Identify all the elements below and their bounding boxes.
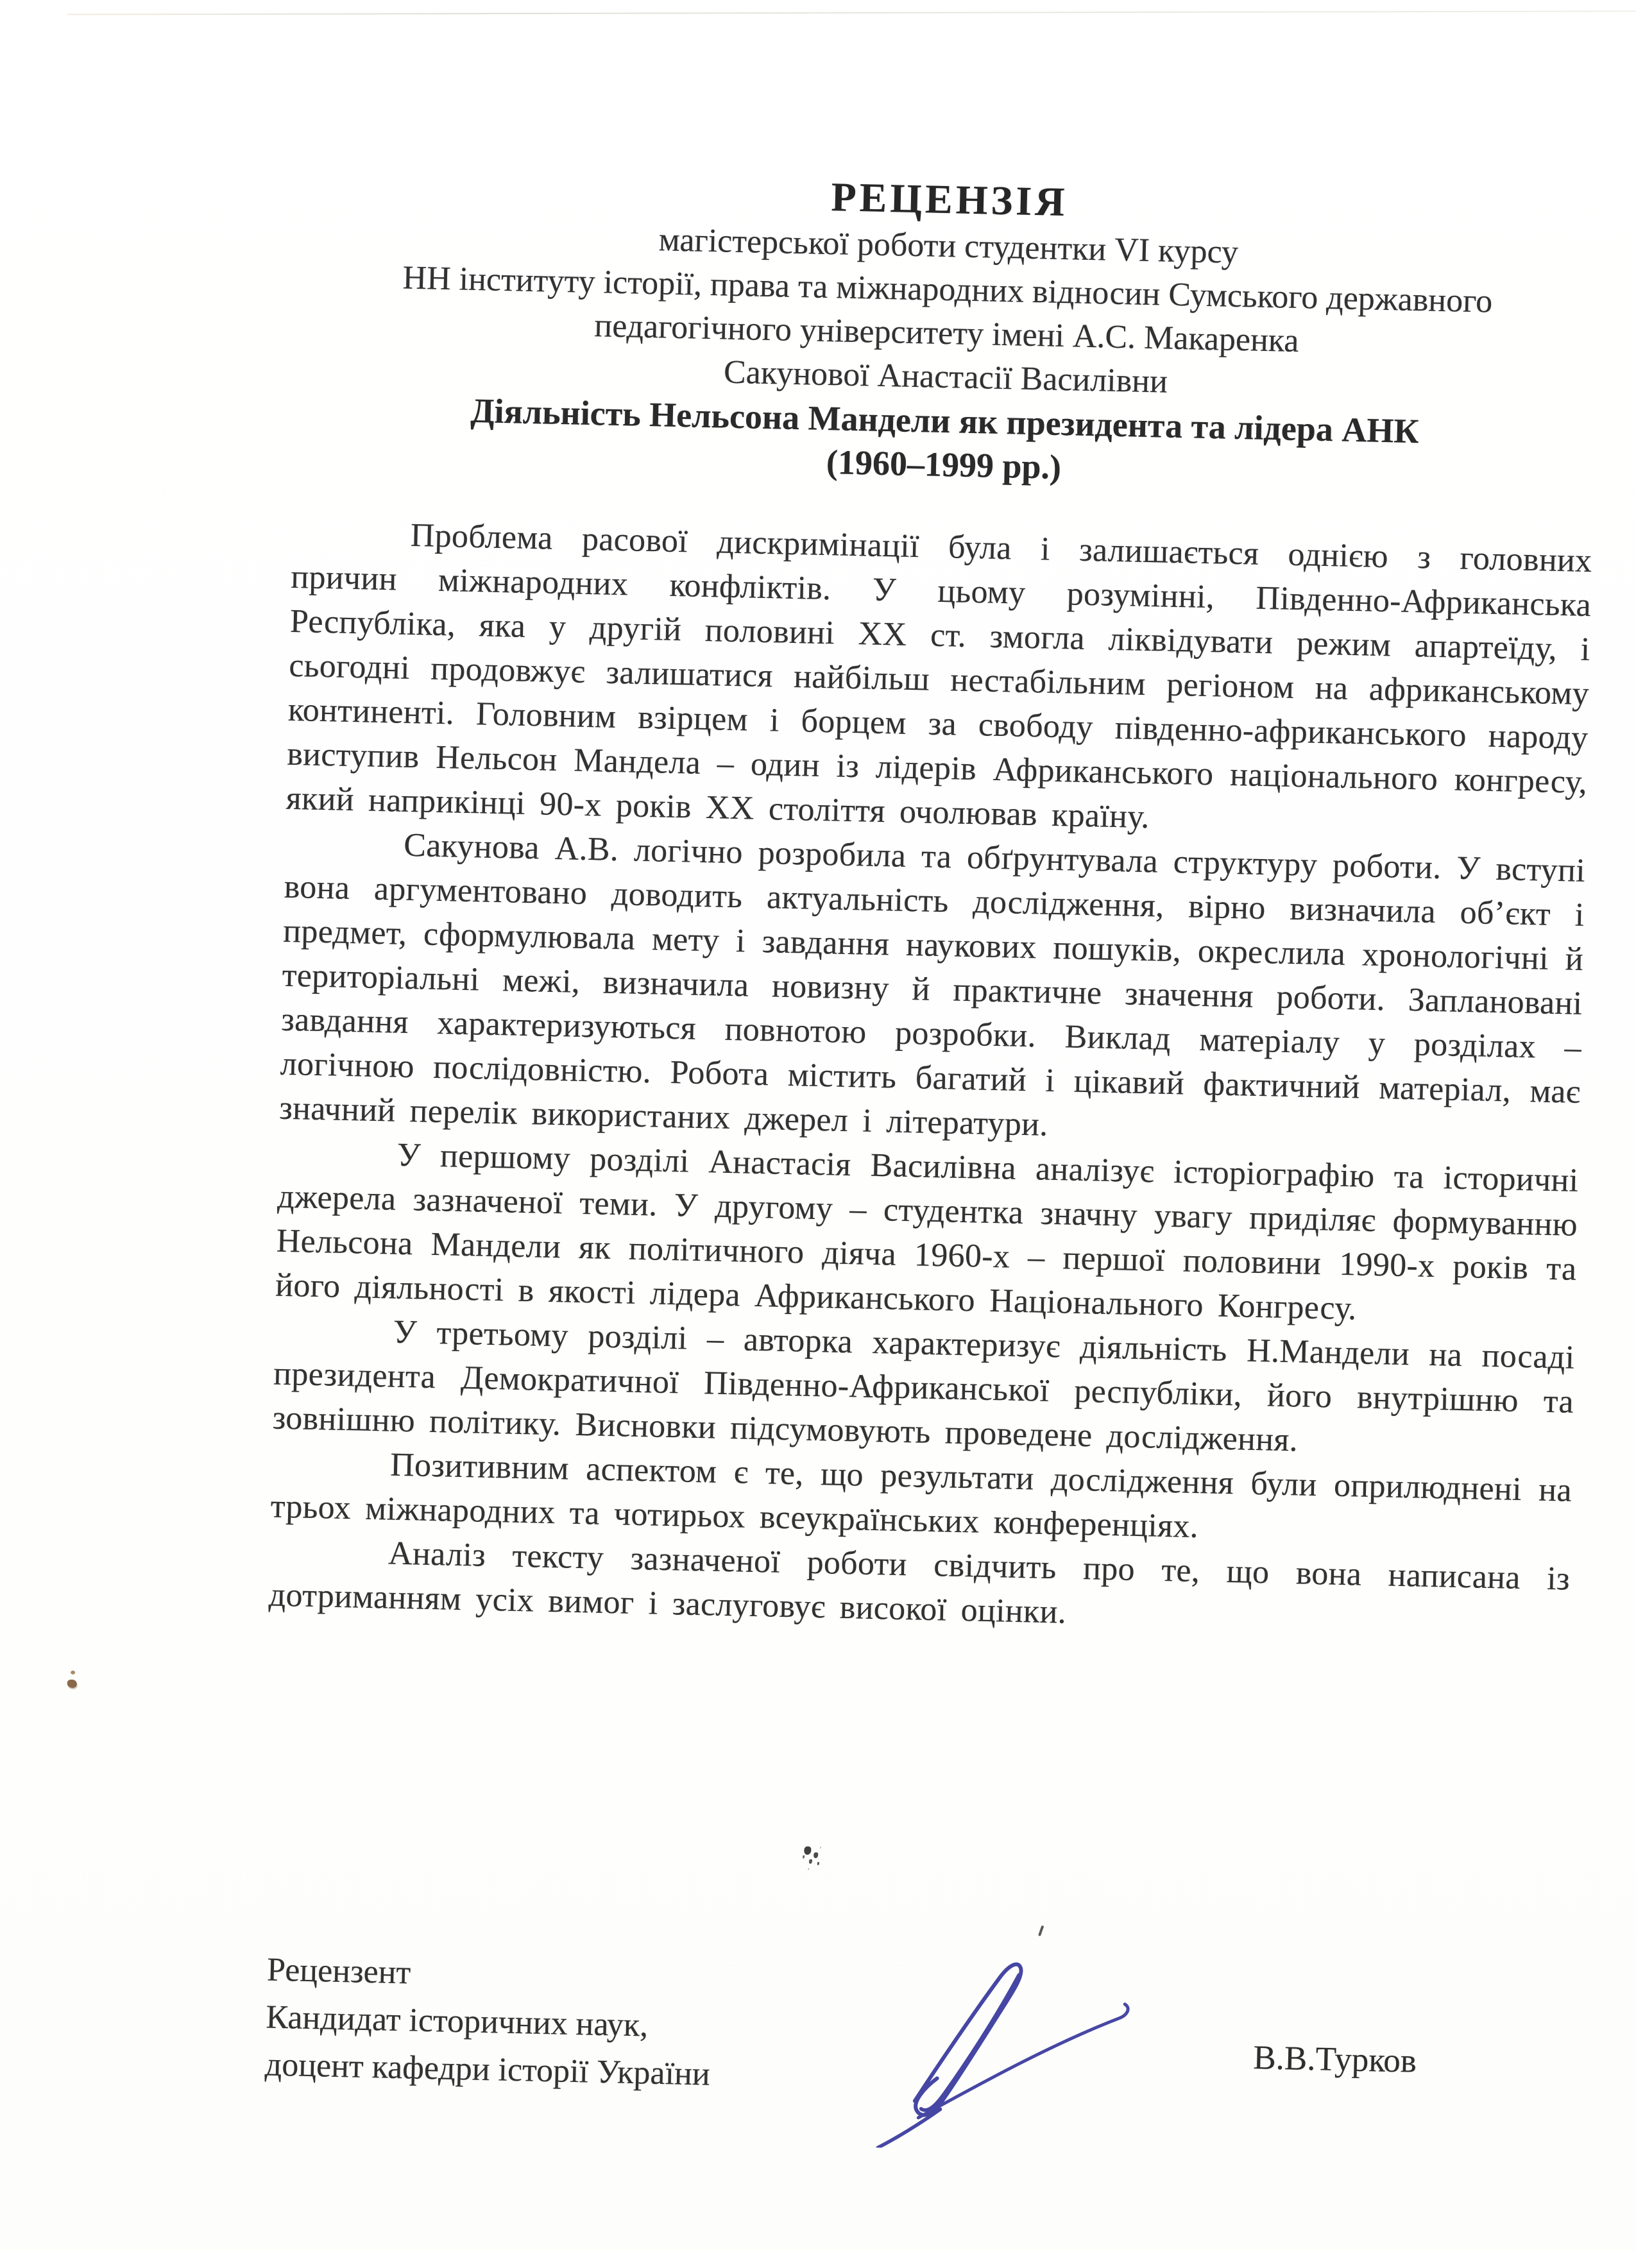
handwritten-signature (873, 1936, 1146, 2153)
paragraph-4: У третьому розділі – авторка характеризує діяльність Н.Мандели на посаді президента Демократичної Південно-Африканської республіки, його внутрішню та зовнішню політику. Висновки підсумовують проведене дослідження. (272, 1313, 1575, 1459)
margin-speck-large (67, 1680, 77, 1688)
signature-loop-stroke (914, 1962, 1021, 2117)
reviewer-credentials (264, 1947, 713, 2099)
subtitle-line-3: педагогічного університету імені А.С. Макаренка (593, 307, 1300, 360)
text-column (268, 157, 1600, 1646)
subtitle-line-4: Сакунової Анастасії Василівни (723, 354, 1168, 400)
ink-smudge-artifact (804, 1846, 811, 1855)
subtitle-line-1: магістерської роботи студентки VI курсу (658, 221, 1239, 271)
reviewer-name: В.В.Турков (1252, 2039, 1417, 2080)
margin-speck-small (71, 1671, 75, 1675)
paragraph-6: Аналіз тексту зазначеної роботи свідчить про те, що вона написана із дотриманням усіх вимог і заслуговує високої оцінки. (268, 1535, 1571, 1631)
subtitle-line-2: НН інституту історії, права та міжнародних відносин Сумського державного (402, 259, 1493, 320)
signature-tail-stroke (878, 2108, 940, 2149)
reviewer-position: доцент кафедри історії України (264, 2046, 711, 2093)
paragraph-2: Сакунова А.В. логічно розробила та обґрунтувала структуру роботи. У вступі вона аргументовано доводить актуальність дослідження, вірно визначила об’єкт і предмет, сформулювала мету і завдання наукових пошуків, окреслила хронологічні й територіальні межі, визначила новизну й практичне значення роботи. Заплановані завдання характеризуються повнотою розробки. Виклад матеріалу у розділах – логічною послідовністю. Робота містить багатий і цікавий фактичний матеріал, має значний перелік використаних джерел і літератури. (278, 826, 1586, 1143)
reviewer-role: Рецензент (266, 1951, 411, 1991)
signature-swash-stroke (918, 2000, 1128, 2122)
thesis-title: Діяльність Нельсона Мандели як президента та лідера АНК (470, 391, 1420, 451)
paragraph-5: Позитивним аспектом є те, що результати дослідження були оприлюднені на трьох міжнародних та чотирьох всеукраїнських конференціях. (270, 1446, 1572, 1546)
document-title: РЕЦЕНЗІЯ (830, 174, 1069, 225)
reviewer-degree: Кандидат історичних наук, (265, 1999, 649, 2044)
paragraph-1: Проблема расової дискримінації була і залишається однією з головних причин міжнародних конфліктів. У цьому розумінні, Південно-Африканська Республіка, яка у другій половині ХХ ст. змогла ліквідувати режим апартеїду, і сьогодні продовжує залишатися найбільш нестабільним регіоном на африканському континенті. Головним взірцем і борцем за свободу південно-африканського народу виступив Нельсон Мандела – один із лідерів Африканського національного конгресу, який наприкінці 90-х років ХХ століття очолював країну. (285, 516, 1593, 836)
pen-tick-mark (1038, 1925, 1044, 1936)
paragraph-3: У першому розділі Анастасія Василівна аналізує історіографію та історичні джерела зазначеної теми. У другому – студентка значну увагу приділяє формуванню Нельсона Мандели як політичного діяча 1960-х – першої половини 1990-х років та його діяльності в якості лідера Африканського Національного Конгресу. (275, 1136, 1580, 1327)
thesis-years: (1960–1999 рр.) (826, 443, 1062, 487)
